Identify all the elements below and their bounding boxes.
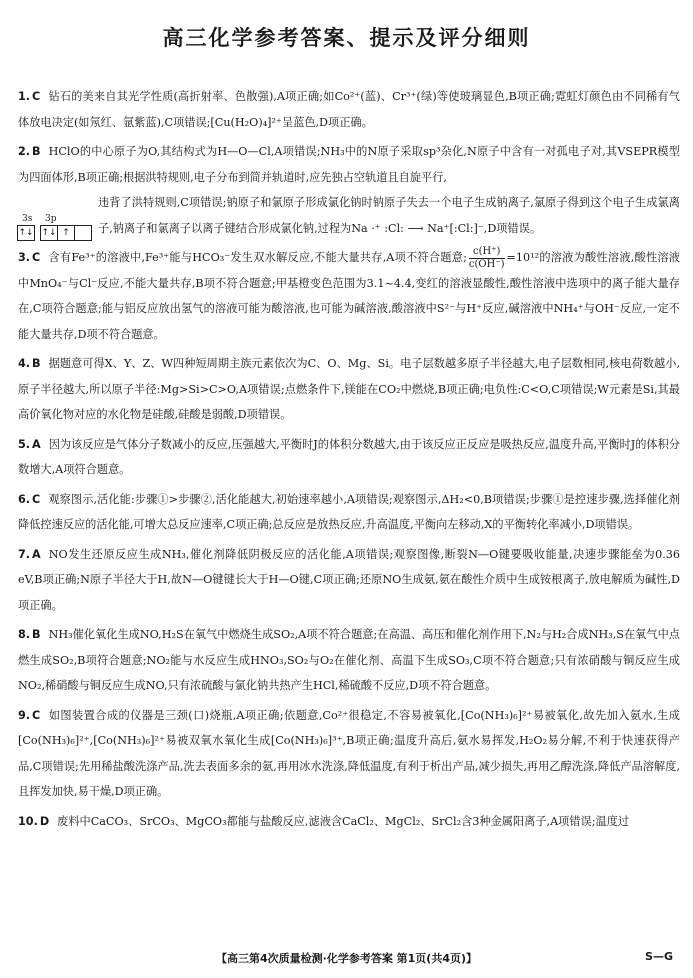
orbital-box: ↑ xyxy=(57,225,75,241)
answer-item-9: 9. C 如图装置合成的仪器是三颈(口)烧瓶,A项正确;依题意,Co²⁺很稳定,不容易被氧化,[Co(NH₃)₆]²⁺易被氧化,故先加入氨水,生成[Co(NH₃)₆]²⁺,[Co(NH₃)₆]²⁺易被双氧水氧化生成[Co(NH₃)₆]³⁺,B项正确;温度升高后,氨水易挥发,H₂O₂易分解,不利于快速获得产品,C项错误;先用稀盐酸洗涤产品,洗去表面多余的氨,再用冰水洗涤,降低温度,有利于析出产品,减少损失,再用乙醇洗涤,降低产品溶解度,且挥发加快,易干燥,D项正确。 xyxy=(18,708,680,798)
orbital-box xyxy=(74,225,92,241)
fraction: $\frac{c(H^+)}{c(OH^-)}$ xyxy=(468,245,505,270)
answer-item-8: 8. B NH₃催化氧化生成NO,H₂S在氧气中燃烧生成SO₂,A项不符合题意;在高温、高压和催化剂作用下,N₂与H₂合成NH₃,S在氧气中点燃生成SO₂,B项符合题意;NO₂能与水反应生成HNO₃,SO₂与O₂在催化剂、高温下生成SO₃,C项不符合题意;只有浓硝酸与铜反应生成NO₂,稀硝酸与铜反应生成NO,只有浓硫酸与氯化钠共热产生HCl,稀硫酸不反应,D项不符合题意。 xyxy=(18,628,680,692)
orbital-box: ↑↓ xyxy=(17,225,35,241)
answer-item-6: 6. C 观察图示,活化能:步骤①>步骤②,活化能越大,初始速率越小,A项错误;观察图示,ΔH₂<0,B项错误;步骤①是控速步骤,选择催化剂降低控速反应的活化能,可增大总反应速率,C项正确;总反应是放热反应,升高温度,平衡向左移动,X的平衡转化率减小,D项错误。 xyxy=(18,492,680,531)
footer-code: S—G xyxy=(645,950,673,963)
answer-item-2: 2. B HClO的中心原子为O,其结构式为H—O—Cl,A项错误;NH₃中的N原子采取sp³杂化,N原子中含有一对孤电子对,其VSEPR模型为四面体形,B项正确;根据洪特规则,电子分布到简并轨道时,应先独占空轨道且自旋平行, 3s ↑↓ 3p ↑↓ ↑ 违背了洪特规则,C项错误;钠原子和氯原子形成氯化钠时钠原子失去一个电子生成钠离子,氯原子得到这个电子生成氯离子,钠离子和氯离子以离子键结合形成氯化钠,过程为Na ·⁺ :Cl: ⟶ Na⁺[:Cl:]⁻,D项错误。 xyxy=(18,139,680,241)
orbital-box: ↑↓ xyxy=(40,225,58,241)
page-title: 高三化学参考答案、提示及评分细则 xyxy=(162,26,531,50)
answer-item-5: 5. A 因为该反应是气体分子数减小的反应,压强越大,平衡时J的体积分数越大,由于该反应正反应是吸热反应,温度升高,平衡时J的体积分数增大,A项符合题意。 xyxy=(18,437,680,476)
footer-label: 【高三第4次质量检测·化学参考答案 第1页(共4页)】 xyxy=(215,952,478,965)
answer-item-10: 10. D 废料中CaCO₃、SrCO₃、MgCO₃都能与盐酸反应,滤液含CaCl₂、MgCl₂、SrCl₂含3种金属阳离子,A项错误;温度过 xyxy=(18,814,630,828)
answer-item-1: 1. C 钻石的美来自其光学性质(高折射率、色散强),A项正确;如Co²⁺(蓝)、Cr³⁺(绿)等使玻璃显色,B项正确;霓虹灯颜色由不同稀有气体放电决定(如氖红、氩紫蓝),C项错误;[Cu(H₂O)₄]²⁺呈蓝色,D项正确。 xyxy=(18,90,680,129)
answer-item-3: 3. C 含有Fe³⁺的溶液中,Fe³⁺能与HCO₃⁻发生双水解反应,不能大量共存,A项不符合题意; $\frac{c(H^+)}{c(OH^-)}$ =10¹²的溶液为酸性溶液,酸性溶液中MnO₄⁻与Cl⁻反应,不能大量共存,B项不符合题意;甲基橙变色范围为3.1~4.4,变红的溶液显酸性,酸性溶液中选项中的离子能大量存在,C项符合题意;能与铝反应放出氢气的溶液可能为酸溶液,也可能为碱溶液,酸溶液中S²⁻与H⁺反应,碱溶液中NH₄⁺与OH⁻反应,一定不能大量共存,D项不符合题意。 xyxy=(18,245,680,341)
orbital-diagram: 3s ↑↓ 3p ↑↓ ↑ 违背了洪特规则,C项错误;钠原子和氯原子形成氯化钠时钠原子失去一个电子生成钠离子,氯原子得到这个电子生成氯离子,钠离子和氯离子以离子键结合形成氯化钠,过程为Na ·⁺ :Cl: ⟶ Na⁺[:Cl:]⁻,D项错误。 xyxy=(18,190,680,241)
answer-item-7: 7. A NO发生还原反应生成NH₃,催化剂降低阴极反应的活化能,A项错误;观察图像,断裂N—O键要吸收能量,决速步骤能垒为0.36 eV,B项正确;N原子半径大于H,故N—O键键长大于H—O键,C项正确;还原NO生成氨,氨在酸性介质中生成铵根离子,放电解质为碱性,D项正确。 xyxy=(18,547,680,612)
answer-list xyxy=(18,84,680,838)
answer-item-4: 4. B 据题意可得X、Y、Z、W四种短周期主族元素依次为C、O、Mg、Si。电子层数越多原子半径越大,电子层数相同,核电荷数越小,原子半径越大,所以原子半径:Mg>Si>C>O,A项错误;点燃条件下,镁能在CO₂中燃烧,B项正确;电负性:C<O,C项错误;W元素是Si,其最高价氧化物对应的水化物是硅酸,硅酸是弱酸,D项错误。 xyxy=(18,357,680,421)
